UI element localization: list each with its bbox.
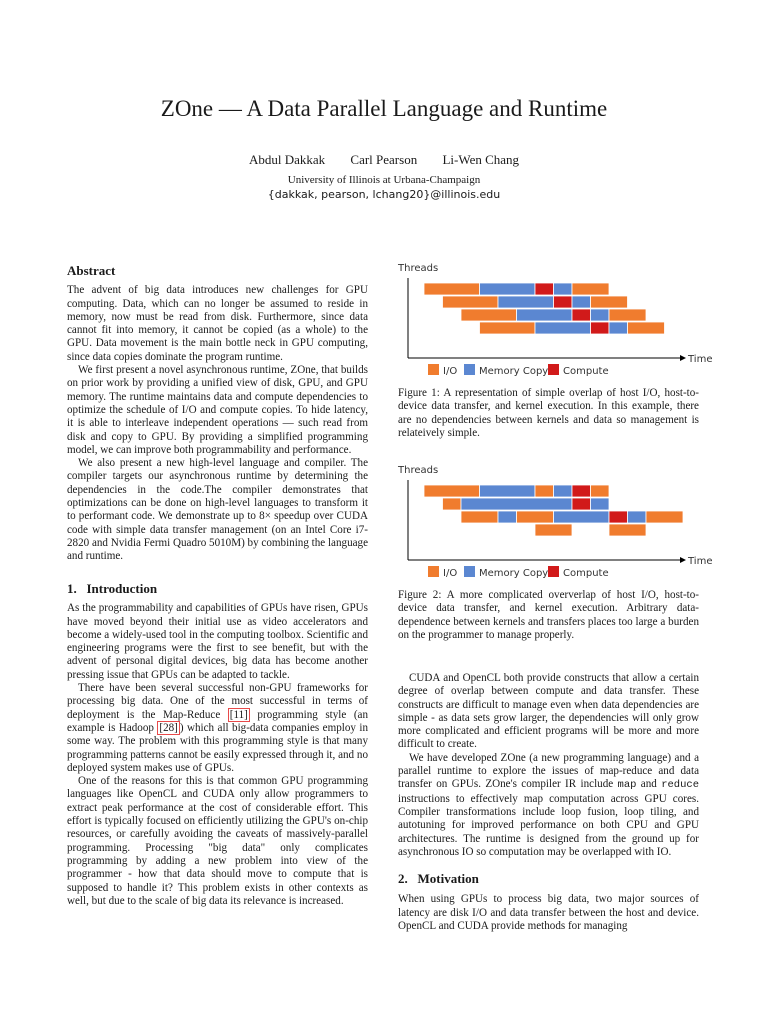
x-axis-arrow <box>680 355 686 361</box>
legend-swatch <box>464 566 475 577</box>
legend-label: I/O <box>443 366 458 377</box>
timeline-bar <box>591 322 610 334</box>
legend-label: Compute <box>563 366 609 377</box>
legend-swatch <box>548 364 559 375</box>
timeline-bar <box>572 485 591 497</box>
timeline-bar <box>572 309 591 321</box>
timeline-bar <box>554 296 573 308</box>
body-paragraph: When using GPUs to process big data, two major sources of latency are disk I/O and data transfer between the host and device. OpenCL and CUDA provide methods for managing <box>398 893 699 933</box>
timeline-bar <box>443 296 499 308</box>
code-map: map <box>617 779 637 792</box>
timeline-bar <box>554 485 573 497</box>
legend-label: I/O <box>443 568 458 579</box>
timeline-bar <box>461 511 498 523</box>
timeline-bar <box>609 322 628 334</box>
timeline-bar <box>609 511 628 523</box>
legend-label: Memory Copy <box>479 366 549 377</box>
timeline-bar <box>572 498 591 510</box>
legend-swatch <box>464 364 475 375</box>
figure-2-caption: Figure 2: A more complicated oververlap of host I/O, host-to-device data transfer, and kernel execution. Arbitrary data-dependence between kernels and transfers places too large a burden on the programmer to manage properly. <box>398 589 699 641</box>
affiliation: University of Illinois at Urbana-Champaign <box>287 174 481 186</box>
citation-link[interactable]: [11] <box>229 708 248 721</box>
timeline-bar <box>535 283 554 295</box>
figure-1-caption: Figure 1: A representation of simple overlap of host I/O, host-to-device data transfer, and kernel execution. In this example, there are no dependencies between kernels and data so management is relateively simple. <box>398 387 699 439</box>
author-name: Carl Pearson <box>350 152 418 167</box>
x-axis-arrow <box>680 557 686 563</box>
intro-paragraph: As the programmability and capabilities of GPUs have risen, GPUs have moved beyond their initial use as video accelerators and become a widely-used tool in the computing toolbox. Scientific and engineering programs were the first to see benefit, but with the advent of personal digital devices, big data has become another pressing issue that GPUs can be adapted to tackle. <box>67 602 368 681</box>
timeline-bar <box>535 485 554 497</box>
timeline-bar <box>424 283 480 295</box>
body-paragraph: CUDA and OpenCL both provide constructs that allow a certain degree of overlap between compute and data transfer. These constructs are difficult to manage even when data dependencies are simple - as data sets grow larger, the dependencies will only grow more complicated and efficient programs will be more and more difficult to create. <box>398 672 699 751</box>
paper-title: ZOne — A Data Parallel Language and Runtime <box>160 96 608 121</box>
legend-swatch <box>548 566 559 577</box>
timeline-bar <box>572 283 609 295</box>
timeline-bar <box>461 498 572 510</box>
y-axis-label: Threads <box>398 465 439 476</box>
introduction-heading: 1. Introduction <box>67 581 158 596</box>
timeline-bar <box>535 524 572 536</box>
x-axis-label: Time <box>688 354 713 365</box>
author-name: Li-Wen Chang <box>442 152 520 167</box>
figure-1-chart <box>396 258 713 382</box>
timeline-bar <box>517 309 573 321</box>
intro-paragraph: There have been several successful non-GPU frameworks for processing big data. One of the most successful in terms of deployment is the Map-Reduce [11] programming style (an example is Hadoop [28] ) which all big-data companies employ in some way. The problem with this programming style is that many programming patterns cannot be easily expressed through it, and no deployed system makes use of GPUs. <box>67 682 369 774</box>
timeline-bar <box>628 511 647 523</box>
abstract-heading: Abstract <box>67 263 116 278</box>
abstract-section <box>67 264 368 564</box>
y-axis-label: Threads <box>398 263 439 274</box>
legend-swatch <box>428 364 439 375</box>
intro-paragraph: One of the reasons for this is that common GPU programming languages like OpenCL and CUDA only allow programmers to extract peak performance at the cost of considerable effort. This effort is typically focused on efficiently utilizing the GPU's on-chip resources, or carefully avoiding the caveats of massively-parallel programming. Processing "big data" only complicates programming by adding a new problem into view of the programmer - how that data should move to compute that is supposed to handle it? This problem exists in other contexts as well, but due to the scale of big data its relevance is increased. <box>67 775 368 907</box>
timeline-bar <box>424 485 480 497</box>
timeline-bar <box>554 511 610 523</box>
legend-swatch <box>428 566 439 577</box>
citation-link[interactable]: [28] <box>159 721 178 734</box>
timeline-bar <box>480 322 536 334</box>
x-axis-label: Time <box>688 556 713 567</box>
timeline-bar <box>461 309 517 321</box>
timeline-bar <box>609 524 646 536</box>
legend-label: Compute <box>563 568 609 579</box>
timeline-bar <box>517 511 554 523</box>
right-column-text <box>398 672 699 933</box>
body-paragraph: We have developed ZOne (a new programming language) and a parallel runtime to explore the issues of map-reduce and data transfer on GPUs. ZOne's compiler IR include map and reduce instructions to effectively map computation across GPU cores. Compiler transformations include loop fusion, loop tiling, and autotuning for improved performance on both CPU and GPU architectures. The runtime is designed from the ground up for asynchronous IO so computation may be overlapped with IO. <box>398 751 699 858</box>
abstract-paragraph: We also present a new high-level language and compiler. The compiler targets our asynchronous runtime by determining the dependencies in the code.The compiler demonstrates that optimizations can be done on high-level languages to transform it to performant code. We demonstrate up to 8× speedup over CUDA code with simple data transfer management (on an Intel Core i7-2820 and Nvidia Fermi Quadro 5010M) by combining the language and runtime. <box>67 457 369 563</box>
email-line: {dakkak, pearson, lchang20}@illinois.edu <box>267 188 501 201</box>
author-name: Abdul Dakkak <box>248 152 326 167</box>
timeline-bar <box>646 511 683 523</box>
timeline-bar <box>572 296 591 308</box>
timeline-bar <box>480 283 536 295</box>
author-list <box>0 152 768 168</box>
timeline-bar <box>480 485 536 497</box>
code-reduce: reduce <box>661 779 699 792</box>
timeline-bar <box>591 498 610 510</box>
abstract-paragraph: We first present a novel asynchronous runtime, ZOne, that builds on prior work by providing a unified view of disk, GPU, and GPU memory. The runtime maintains data and compute dependencies to optimize the schedule of I/O and compute copies. To hide latency, it is able to interleave independent operations — such read from disk and copy to GPU. By providing a simplified programming model, we can improve both programmability and performance. <box>67 364 368 456</box>
timeline-bar <box>591 309 610 321</box>
timeline-bar <box>535 322 591 334</box>
timeline-bar <box>498 296 554 308</box>
introduction-section <box>67 582 368 908</box>
abstract-paragraph: The advent of big data introduces new challenges for GPU computing. Data, which can no longer be assumed to reside in memory, now must be read from disk. Furthermore, since data cannot fit into memory, it cannot be copied (as a whole) to the GPU. Data movement is the main bottle neck in GPU computing, since data copies dominate the program runtime. <box>67 284 368 363</box>
motivation-heading: 2. Motivation <box>398 871 479 887</box>
legend-label: Memory Copy <box>479 568 549 579</box>
figure-2-chart <box>396 460 713 584</box>
timeline-bar <box>591 485 610 497</box>
timeline-bar <box>628 322 665 334</box>
timeline-bar <box>591 296 628 308</box>
timeline-bar <box>609 309 646 321</box>
timeline-bar <box>554 283 573 295</box>
timeline-bar <box>443 498 462 510</box>
timeline-bar <box>498 511 517 523</box>
